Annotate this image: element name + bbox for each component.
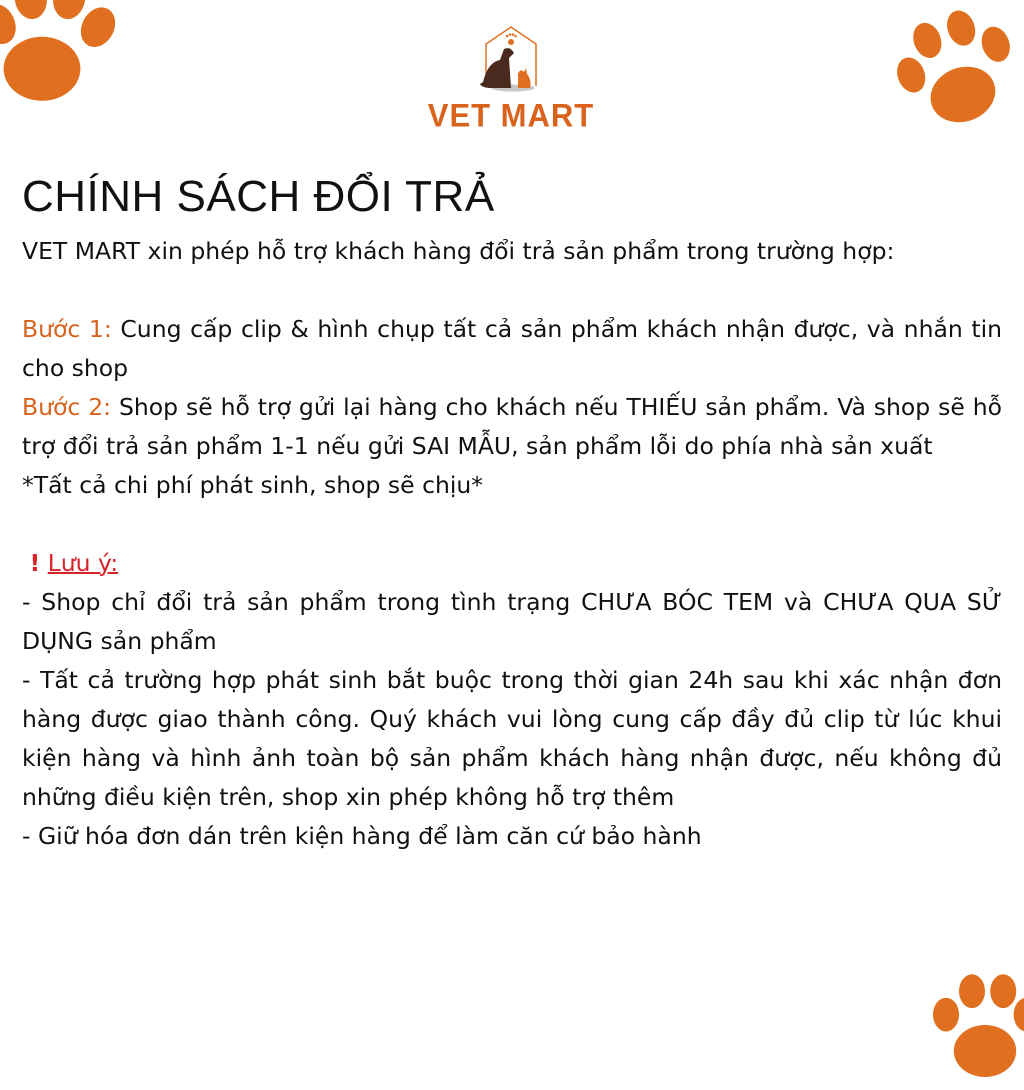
step-1: [22, 310, 1002, 388]
paw-print-icon-top-left: [0, 0, 130, 120]
dog-cat-house-icon: [420, 22, 602, 102]
vet-mart-logo: [420, 22, 602, 132]
step-2: [22, 388, 1002, 466]
notes-heading: [22, 544, 1002, 583]
step-label: Bước 1:: [22, 315, 112, 343]
note-item: - Tất cả trường hợp phát sinh bắt buộc trong thời gian 24h sau khi xác nhận đơn hàng được giao thành công. Quý khách vui lòng cung cấp đầy đủ clip từ lúc khui kiện hàng và hình ảnh toàn bộ sản phẩm khách hàng nhận được, nếu không đủ những điều kiện trên, shop xin phép không hỗ trợ thêm: [22, 666, 1002, 811]
notes-heading-text: Lưu ý:: [47, 549, 119, 577]
step-label: Bước 2:: [22, 393, 112, 421]
cost-note: *Tất cả chi phí phát sinh, shop sẽ chịu*: [22, 471, 484, 499]
step-text: Shop sẽ hỗ trợ gửi lại hàng cho khách nếu THIẾU sản phẩm. Và shop sẽ hỗ trợ đổi trả sản phẩm 1-1 nếu gửi SAI MẪU, sản phẩm lỗi do phía nhà sản xuất: [22, 393, 1002, 460]
paw-print-icon-bottom-right: [920, 960, 1024, 1090]
paw-print-icon-top-right: [890, 0, 1024, 140]
step-text: Cung cấp clip & hình chụp tất cả sản phẩm khách nhận được, và nhắn tin cho shop: [22, 315, 1002, 382]
intro-text: VET MART xin phép hỗ trợ khách hàng đổi trả sản phẩm trong trường hợp:: [22, 237, 895, 265]
page-title: CHÍNH SÁCH ĐỔI TRẢ: [22, 172, 495, 221]
note-item: - Shop chỉ đổi trả sản phẩm trong tình trạng CHƯA BÓC TEM và CHƯA QUA SỬ DỤNG sản phẩm: [22, 588, 1002, 655]
exclamation-icon: !: [29, 549, 41, 577]
note-item: - Giữ hóa đơn dán trên kiện hàng để làm căn cứ bảo hành: [22, 822, 702, 850]
brand-name: VET MART: [427, 97, 595, 134]
policy-body: [22, 232, 1002, 856]
